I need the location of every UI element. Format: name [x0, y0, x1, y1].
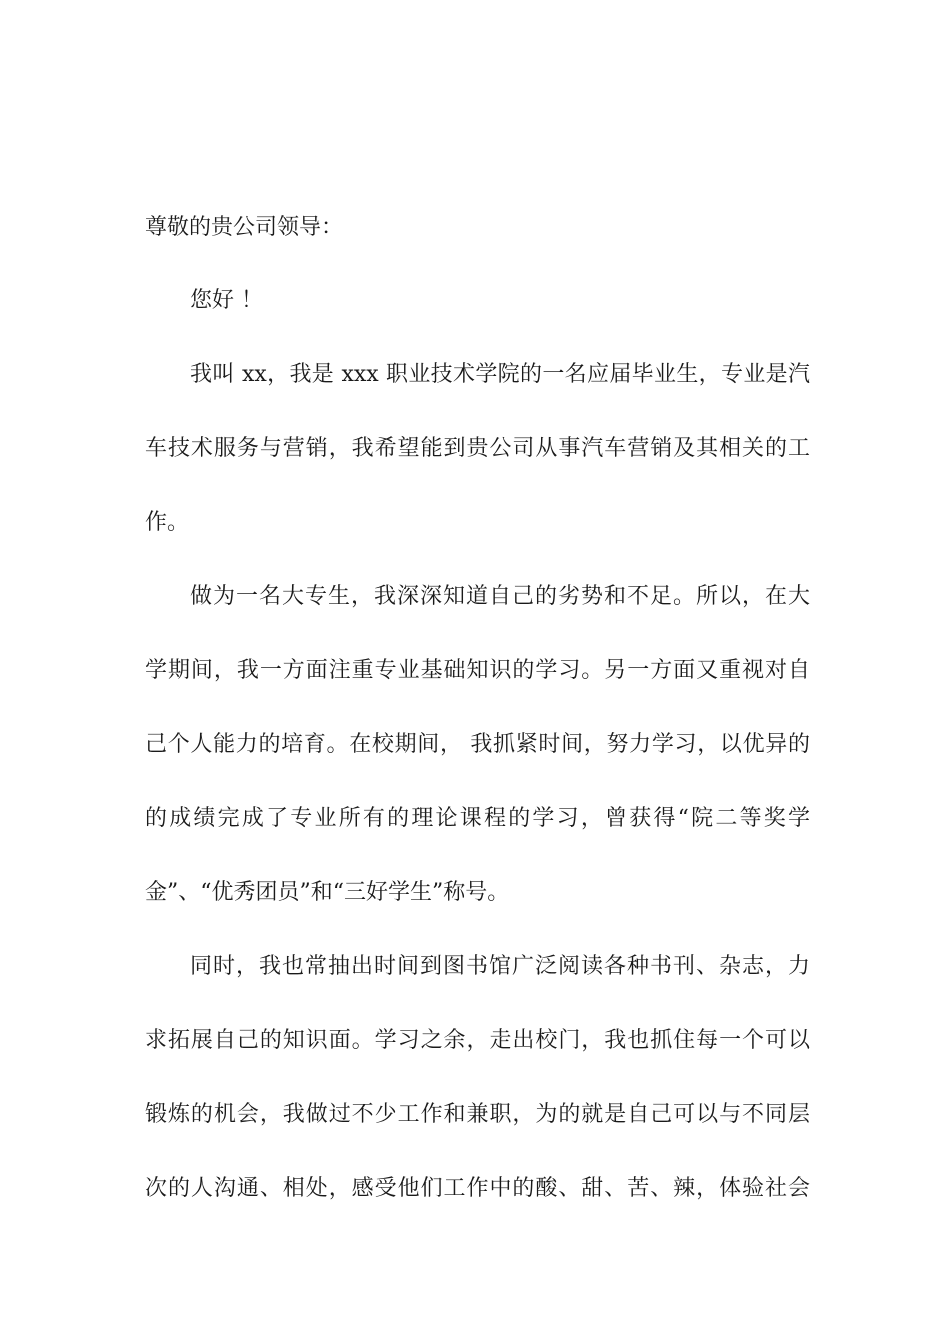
- paragraph-line: 我叫 xx，我是 xxx 职业技术学院的一名应届毕业生，专业是汽: [190, 362, 810, 387]
- salutation: 尊敬的贵公司领导：: [145, 215, 344, 240]
- paragraph-line: 己个人能力的培育。在校期间， 我抓紧时间，努力学习，以优异的: [145, 732, 810, 757]
- paragraph-line: 金”、“优秀团员”和“三好学生”称号。: [145, 880, 510, 905]
- paragraph-line: 车技术服务与营销，我希望能到贵公司从事汽车营销及其相关的工: [145, 436, 810, 461]
- paragraph-line: 作。: [145, 510, 190, 535]
- greeting: 您好 ！: [190, 288, 263, 313]
- paragraph-line: 求拓展自己的知识面。学习之余，走出校门，我也抓住每一个可以: [145, 1028, 810, 1053]
- paragraph-line: 做为一名大专生，我深深知道自己的劣势和不足。所以，在大: [190, 584, 810, 609]
- paragraph-line: 学期间，我一方面注重专业基础知识的学习。另一方面又重视对自: [145, 658, 810, 683]
- paragraph-line: 锻炼的机会，我做过不少工作和兼职，为的就是自己可以与不同层: [145, 1102, 810, 1127]
- paragraph-line: 次的人沟通、相处，感受他们工作中的酸、甜、苦、辣，体验社会: [145, 1176, 810, 1201]
- paragraph-line: 同时，我也常抽出时间到图书馆广泛阅读各种书刊、杂志，力: [190, 954, 810, 979]
- paragraph-line: 的成绩完成了专业所有的理论课程的学习，曾获得“院二等奖学: [145, 806, 810, 831]
